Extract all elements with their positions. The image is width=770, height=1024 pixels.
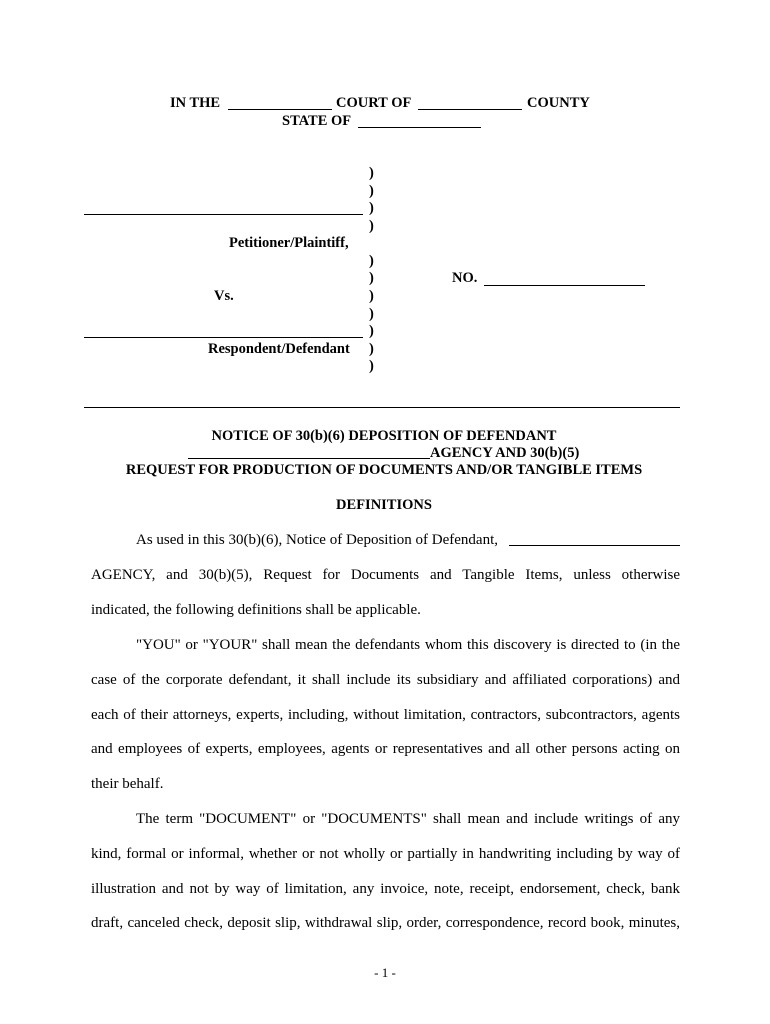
paragraph-2-line-2: case of the corporate defendant, it shall include its subsidiary and affiliated corporations) and	[91, 672, 680, 688]
caption-paren: )	[369, 288, 374, 304]
petitioner-name-blank	[84, 214, 363, 215]
paragraph-2-line-5: their behalf.	[91, 776, 164, 792]
county-label: COUNTY	[527, 95, 590, 111]
vs-label: Vs.	[214, 288, 234, 304]
paragraph-3-line-4: draft, canceled check, deposit slip, withdrawal slip, order, correspondence, record book, minutes,	[91, 915, 680, 931]
paragraph-2-line-1: "YOU" or "YOUR" shall mean the defendants whom this discovery is directed to (in the	[136, 637, 680, 653]
respondent-label: Respondent/Defendant	[208, 341, 350, 357]
title-line-2: AGENCY AND 30(b)(5)	[430, 445, 580, 461]
case-number-label: NO.	[452, 270, 478, 286]
caption-paren: )	[369, 253, 374, 269]
defendant-agency-blank	[188, 458, 430, 459]
caption-paren: )	[369, 218, 374, 234]
defendant-name-blank	[509, 545, 680, 546]
caption-paren: )	[369, 183, 374, 199]
definitions-heading: DEFINITIONS	[336, 497, 432, 513]
court-name-blank	[228, 109, 332, 110]
caption-divider	[84, 407, 680, 408]
state-label: STATE OF	[282, 113, 352, 129]
caption-paren: )	[369, 341, 374, 357]
title-line-3: REQUEST FOR PRODUCTION OF DOCUMENTS AND/OR TANGIBLE ITEMS	[125, 462, 643, 478]
court-of-label: COURT OF	[336, 95, 412, 111]
paragraph-3-line-3: illustration and not by way of limitation, any invoice, note, receipt, endorsement, check, bank	[91, 881, 680, 897]
caption-paren: )	[369, 270, 374, 286]
paragraph-2-line-4: and employees of experts, employees, agents or representatives and all other persons acting on	[91, 741, 680, 757]
paragraph-3-line-2: kind, formal or informal, whether or not wholly or partially in handwriting including by way of	[91, 846, 680, 862]
page-number: - 1 -	[374, 965, 396, 980]
case-number-blank	[484, 285, 645, 286]
paragraph-1-line-2: AGENCY, and 30(b)(5), Request for Documents and Tangible Items, unless otherwise	[91, 567, 680, 583]
state-name-blank	[358, 127, 481, 128]
caption-paren: )	[369, 306, 374, 322]
title-line-1: NOTICE OF 30(b)(6) DEPOSITION OF DEFENDANT	[211, 428, 557, 444]
paragraph-2-line-3: each of their attorneys, experts, including, without limitation, contractors, subcontractors, agents	[91, 707, 680, 723]
petitioner-label: Petitioner/Plaintiff,	[229, 235, 349, 251]
paragraph-1-line-1: As used in this 30(b)(6), Notice of Deposition of Defendant,	[136, 532, 499, 548]
court-prefix: IN THE	[170, 95, 221, 111]
paragraph-3-line-1: The term "DOCUMENT" or "DOCUMENTS" shall mean and include writings of any	[136, 811, 680, 827]
paragraph-1-line-3: indicated, the following definitions shall be applicable.	[91, 602, 421, 618]
respondent-name-blank	[84, 337, 363, 338]
caption-paren: )	[369, 200, 374, 216]
caption-paren: )	[369, 358, 374, 374]
county-name-blank	[418, 109, 522, 110]
caption-paren: )	[369, 165, 374, 181]
caption-paren: )	[369, 323, 374, 339]
